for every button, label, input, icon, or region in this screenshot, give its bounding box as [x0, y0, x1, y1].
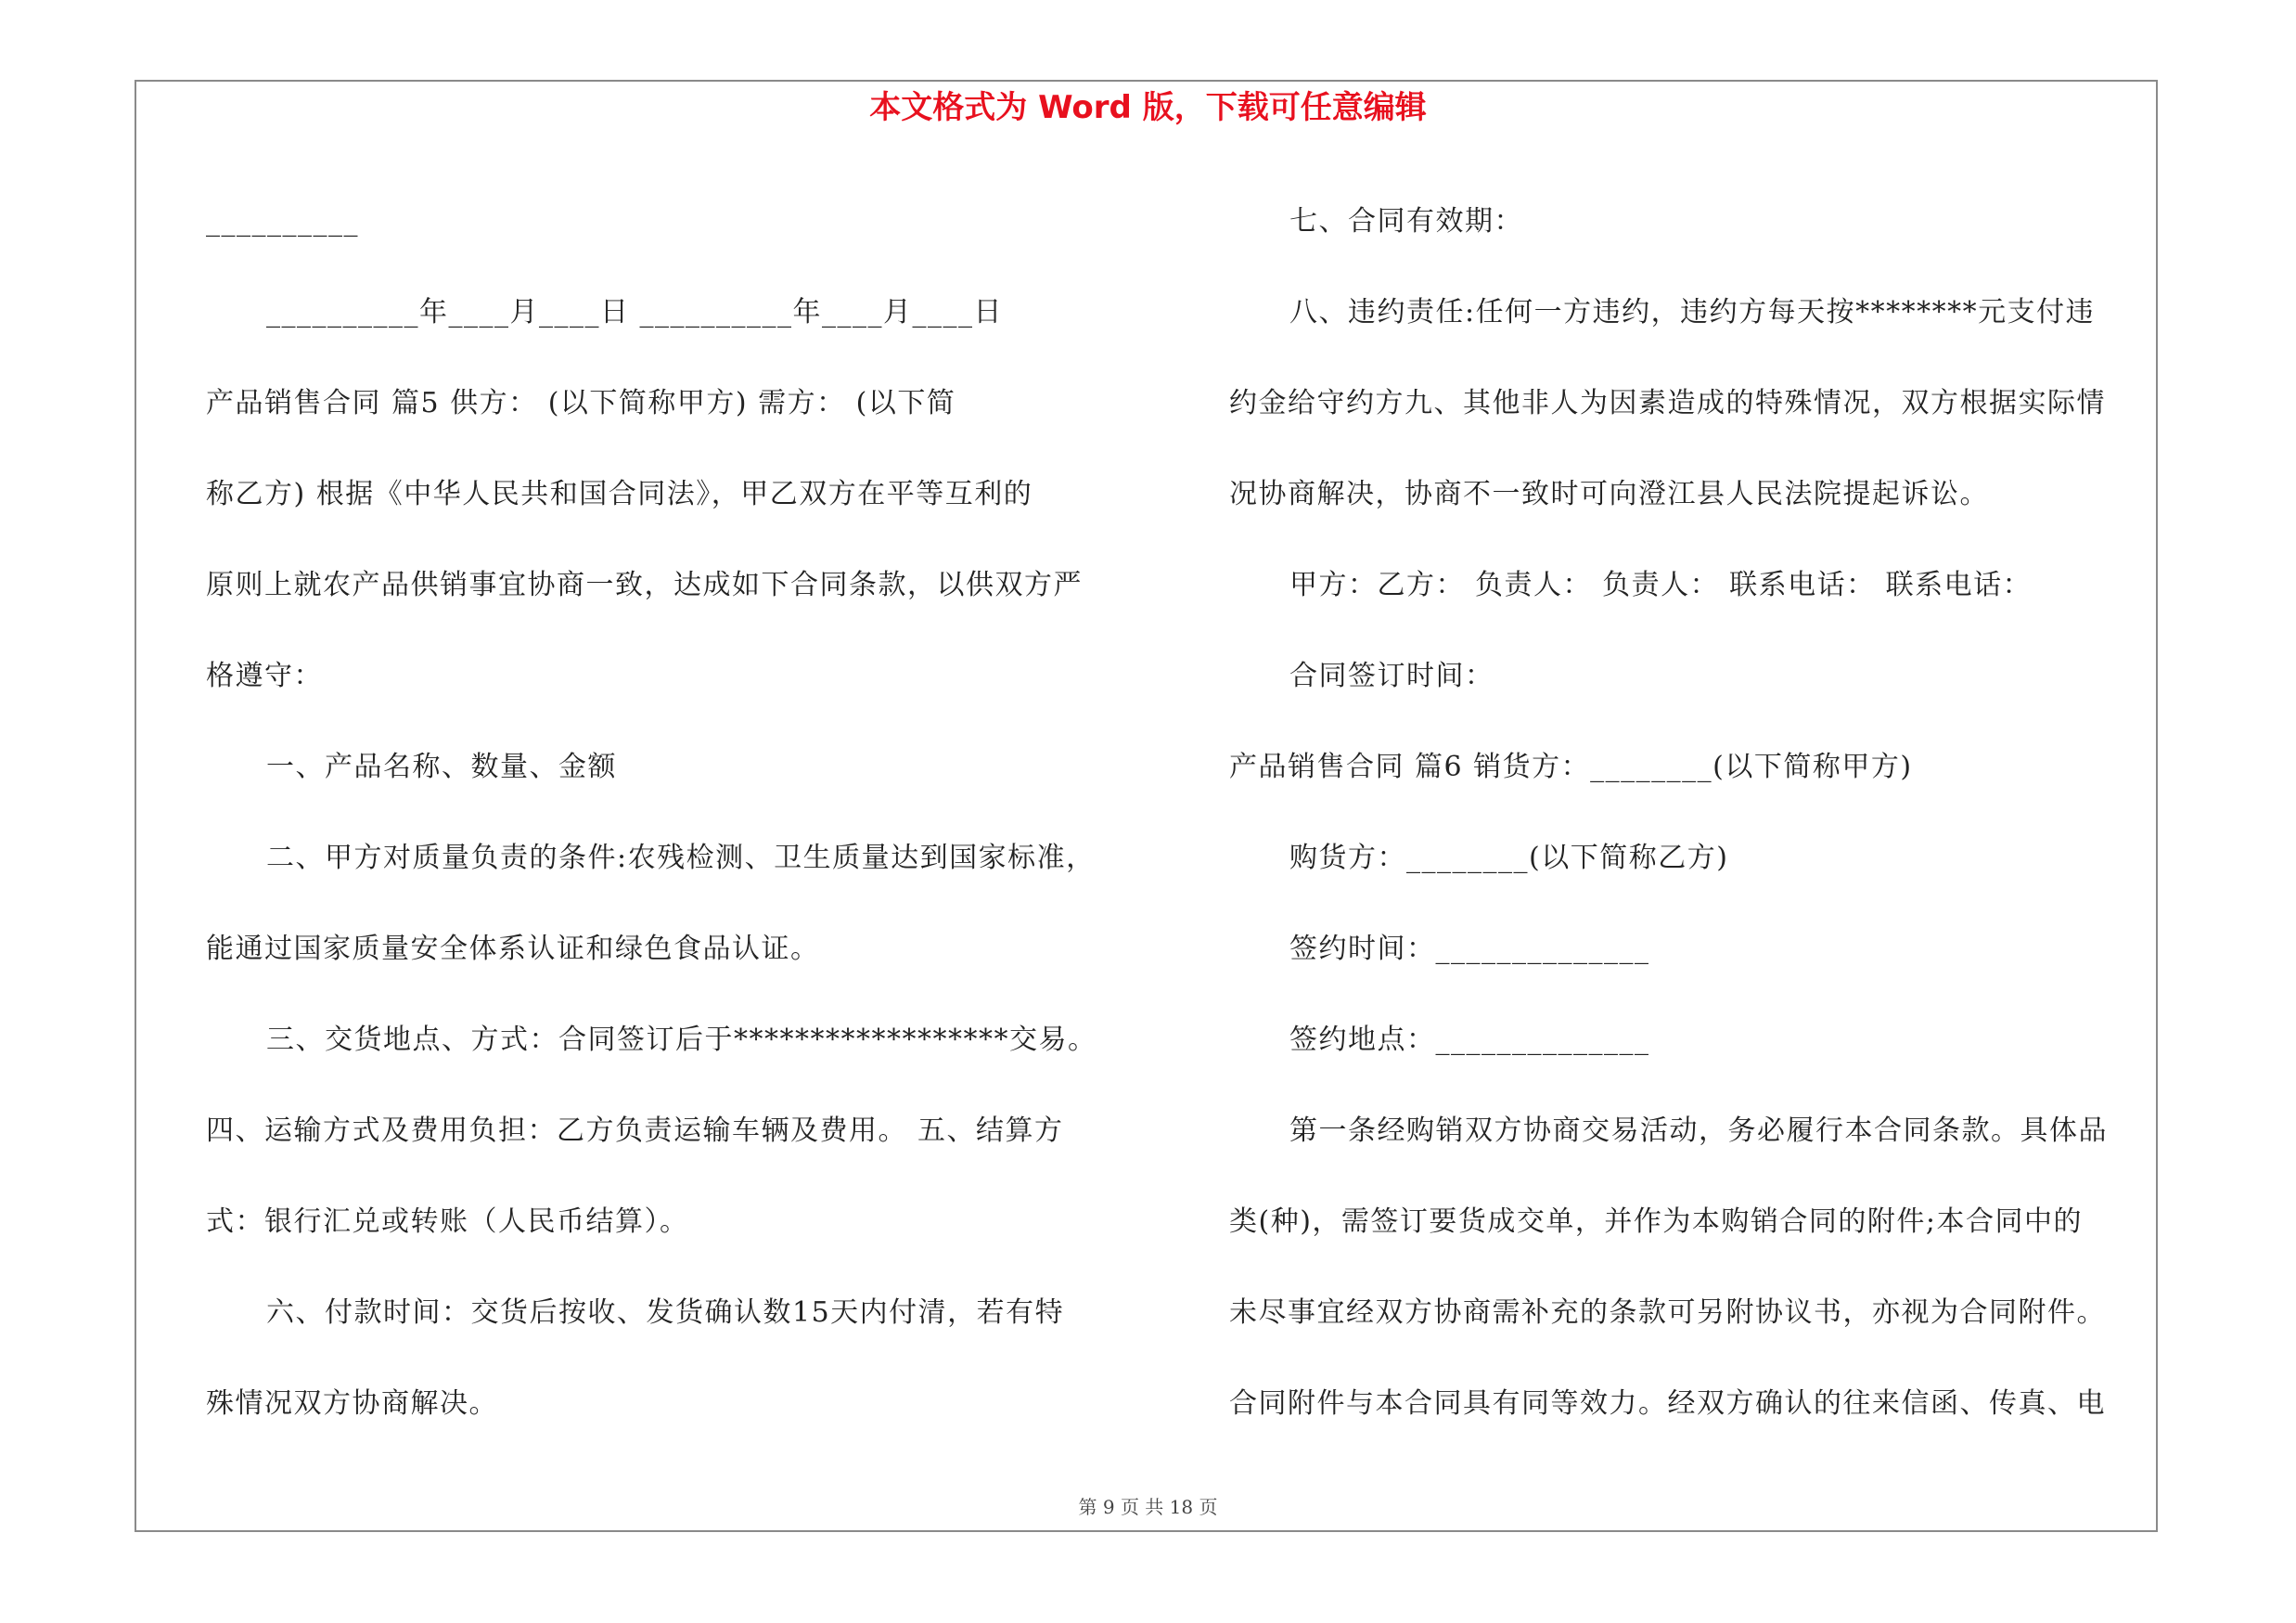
paragraph-line: 一、产品名称、数量、金额: [266, 751, 617, 783]
paragraph-line: 约金给守约方九、其他非人为因素造成的特殊情况，双方根据实际情: [1229, 387, 2106, 419]
paragraph-line: 况协商解决，协商不一致时可向澄江县人民法院提起诉讼。: [1229, 478, 1989, 510]
paragraph-line: 六、付款时间：交货后按收、发货确认数15天内付清，若有特: [266, 1296, 1065, 1329]
paragraph-line: 产品销售合同 篇5 供方： (以下简称甲方) 需方： (以下简: [206, 387, 956, 419]
paragraph-line: 购货方：________(以下简称乙方): [1289, 842, 1729, 874]
paragraph-line: 合同附件与本合同具有同等效力。经双方确认的往来信函、传真、电: [1229, 1387, 2106, 1420]
paragraph-line: 原则上就农产品供销事宜协商一致，达成如下合同条款，以供双方严: [206, 569, 1083, 601]
paragraph-line: 合同签订时间：: [1289, 660, 1494, 692]
paragraph-line: __________: [206, 205, 359, 238]
paragraph-line: 殊情况双方协商解决。: [206, 1387, 498, 1420]
paragraph-line: 能通过国家质量安全体系认证和绿色食品认证。: [206, 933, 820, 965]
paragraph-line: 签约时间：______________: [1289, 933, 1650, 965]
paragraph-line: 签约地点：______________: [1289, 1024, 1650, 1056]
paragraph-line: __________年____月____日 __________年____月____日: [266, 296, 1004, 328]
paragraph-line: 八、违约责任:任何一方违约，违约方每天按********元支付违: [1289, 296, 2096, 328]
paragraph-line: 第一条经购销双方协商交易活动，务必履行本合同条款。具体品: [1289, 1114, 2108, 1147]
right-column: [1229, 176, 2157, 1449]
paragraph-line: 未尽事宜经双方协商需补充的条款可另附协议书，亦视为合同附件。: [1229, 1296, 2106, 1329]
paragraph-line: 二、甲方对质量负责的条件:农残检测、卫生质量达到国家标准，: [266, 842, 1096, 874]
paragraph-line: 格遵守：: [206, 660, 323, 692]
paragraph-line: 式：银行汇兑或转账（人民币结算）。: [206, 1205, 689, 1238]
word-format-banner: 本文格式为 Word 版，下载可任意编辑: [869, 89, 1427, 126]
paragraph-line: 称乙方) 根据《中华人民共和国合同法》，甲乙双方在平等互利的: [206, 478, 1033, 510]
paragraph-line: 四、运输方式及费用负担：乙方负责运输车辆及费用。 五、结算方: [206, 1114, 1064, 1147]
paragraph-line: 类(种)，需签订要货成交单，并作为本购销合同的附件;本合同中的: [1229, 1205, 2084, 1238]
left-column: [206, 176, 1175, 1449]
page-footer: 第 9 页 共 18 页: [1078, 1496, 1218, 1518]
paragraph-line: 七、合同有效期：: [1289, 205, 1523, 238]
paragraph-line: 甲方：乙方： 负责人： 负责人： 联系电话： 联系电话：: [1289, 569, 2033, 601]
paragraph-line: 产品销售合同 篇6 销货方：________(以下简称甲方): [1229, 751, 1913, 783]
paragraph-line: 三、交货地点、方式：合同签订后于******************交易。: [266, 1024, 1097, 1056]
